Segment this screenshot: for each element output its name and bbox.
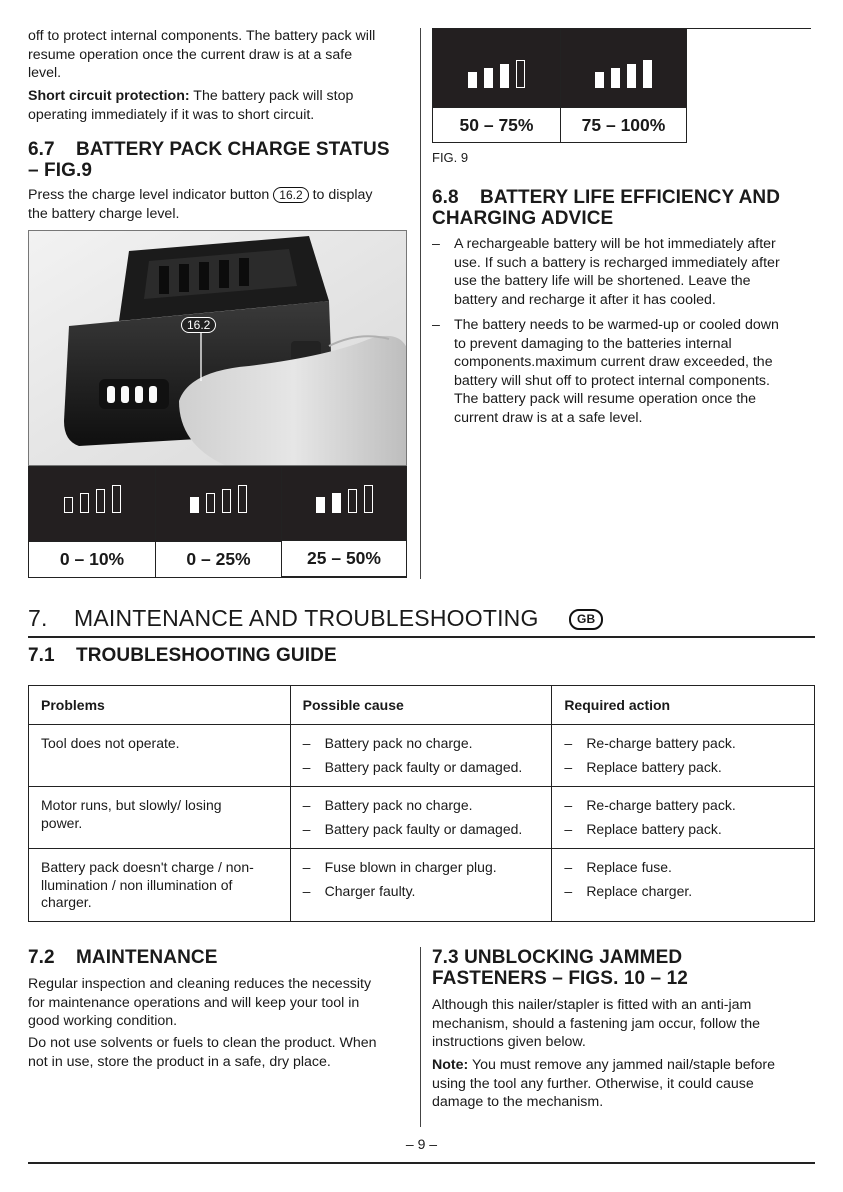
- note-paragraph: [432, 1056, 817, 1112]
- heading-6-7: [28, 139, 390, 181]
- text-line: not in use, store the product in a safe, dry place.: [28, 1053, 331, 1070]
- cause-item: – Battery pack no charge.: [303, 735, 540, 753]
- section-number: 6.8: [432, 187, 459, 208]
- maintenance-paragraph-1: [28, 975, 413, 1031]
- text-line: Regular inspection and cleaning reduces the necessity: [28, 976, 372, 992]
- charge-cell: [611, 68, 620, 88]
- maintenance-paragraph-2: [28, 1034, 413, 1071]
- text-line: the battery charge level.: [28, 205, 180, 222]
- table-row: [29, 787, 815, 849]
- cause-item: – Battery pack no charge.: [303, 797, 540, 815]
- level-bars: [156, 485, 281, 513]
- indicator-75-100: [560, 28, 687, 143]
- action-cell: [552, 787, 815, 849]
- footer-rule: [28, 1162, 815, 1164]
- section-number: 6.7: [28, 139, 55, 160]
- text-line: battery will shut off to protect internal components.: [454, 372, 770, 389]
- cause-item: – Charger faulty.: [303, 883, 540, 901]
- section-title-continued: CHARGING ADVICE: [432, 208, 614, 229]
- charge-cell: [206, 493, 215, 513]
- figure-caption: FIG. 9: [432, 150, 469, 165]
- charge-cell: [516, 60, 525, 88]
- advice-item: [432, 235, 817, 309]
- text-line: current draw is at a safe level.: [454, 409, 643, 426]
- charge-cell: [190, 497, 199, 513]
- charge-cell: [643, 60, 652, 88]
- callout-16-2: 16.2: [273, 187, 308, 203]
- intro-paragraph: [28, 27, 408, 83]
- action-item: – Replace battery pack.: [564, 759, 802, 777]
- text-line: good working condition.: [28, 1013, 178, 1029]
- problem-cell: Tool does not operate.: [29, 725, 291, 787]
- charge-cell: [96, 489, 105, 513]
- text-line: use. If such a battery is recharged immediately after: [454, 254, 780, 271]
- section-title-continued: FASTENERS – FIGS. 10 – 12: [432, 968, 688, 989]
- action-item: – Re-charge battery pack.: [564, 735, 802, 753]
- section-number: 7.: [28, 605, 48, 631]
- action-item: – Re-charge battery pack.: [564, 797, 802, 815]
- level-bars: [282, 485, 406, 513]
- text-line: Although this nailer/stapler is fitted with an anti-jam: [432, 997, 752, 1013]
- text-line: Press the charge level indicator button: [28, 187, 274, 203]
- indicator-0-25: [155, 466, 282, 578]
- text-line: off to protect internal components. The battery pack will: [28, 28, 376, 44]
- battery-photo: [28, 230, 407, 466]
- heading-6-8: [432, 187, 780, 229]
- text-line: – The battery needs to be warmed-up or cooled down: [454, 317, 779, 333]
- charge-cell: [112, 485, 121, 513]
- text-line: instructions given below.: [432, 1034, 586, 1050]
- charge-cell: [348, 489, 357, 513]
- heading-7-1: [28, 645, 337, 666]
- charge-cell: [64, 497, 73, 513]
- text-line: mechanism, should a fastening jam occur, follow the: [432, 1015, 761, 1032]
- level-bars: [29, 485, 155, 513]
- column-header: Possible cause: [290, 686, 552, 725]
- column-header: Problems: [29, 686, 291, 725]
- text-line: battery and recharge it after it has cooled.: [454, 291, 716, 308]
- page-number: – 9 –: [405, 1136, 438, 1152]
- indicator-label: 0 – 10%: [29, 541, 155, 577]
- charge-cell: [595, 72, 604, 88]
- section-title: 7.3 UNBLOCKING JAMMED: [432, 947, 683, 968]
- charge-cell: [332, 493, 341, 513]
- indicator-0-10: [28, 466, 156, 578]
- table-header-row: [29, 686, 815, 725]
- cause-cell: [290, 787, 552, 849]
- indicator-50-75: [432, 28, 561, 143]
- heading-7-2: [28, 947, 218, 968]
- text-line: components.maximum current draw exceeded, the: [454, 354, 773, 370]
- level-bars: [433, 60, 560, 88]
- cause-item: – Battery pack faulty or damaged.: [303, 759, 540, 777]
- troubleshooting-table: [28, 685, 815, 922]
- action-cell: [552, 849, 815, 922]
- charge-cell: [238, 485, 247, 513]
- advice-list: [432, 235, 817, 429]
- text-line: operating immediately if it was to short circuit.: [28, 106, 315, 123]
- text-line: The battery pack will resume operation once the: [454, 391, 757, 407]
- section-title: BATTERY PACK CHARGE STATUS: [76, 139, 390, 160]
- advice-item: [432, 316, 817, 427]
- text-line: resume operation once the current draw is at a safe: [28, 46, 353, 63]
- short-circuit-paragraph: [28, 87, 413, 124]
- table-row: [29, 849, 815, 922]
- unblocking-paragraph: [432, 996, 817, 1052]
- section-number: 7.2: [28, 947, 55, 968]
- indicator-label: 0 – 25%: [156, 541, 281, 577]
- action-item: – Replace fuse.: [564, 859, 802, 877]
- text-line: You must remove any jammed nail/staple before: [468, 1057, 776, 1073]
- column-divider: [420, 947, 421, 1127]
- problem-cell: Battery pack doesn't charge / non-llumination / non illumination of charger.: [29, 849, 291, 922]
- charge-cell: [222, 489, 231, 513]
- text-line: for maintenance operations and will keep your tool in: [28, 994, 360, 1011]
- section-title: MAINTENANCE AND TROUBLESHOOTING: [74, 605, 539, 631]
- charge-cell: [627, 64, 636, 88]
- charge-cell: [364, 485, 373, 513]
- charge-cell: [500, 64, 509, 88]
- section-title: BATTERY LIFE EFFICIENCY AND: [480, 187, 781, 208]
- charge-cell: [316, 497, 325, 513]
- cause-item: – Fuse blown in charger plug.: [303, 859, 540, 877]
- text-line: Do not use solvents or fuels to clean the product. When: [28, 1035, 377, 1051]
- text-line: level.: [28, 65, 62, 81]
- charge-cell: [468, 72, 477, 88]
- indicator-label: 75 – 100%: [561, 107, 686, 142]
- column-header: Required action: [552, 686, 815, 725]
- text-line: to display: [308, 187, 373, 203]
- photo-callout-16-2: 16.2: [181, 317, 216, 333]
- charge-cell: [484, 68, 493, 88]
- top-rule: [686, 28, 811, 29]
- cause-cell: [290, 849, 552, 922]
- cause-cell: [290, 725, 552, 787]
- text-line: use the battery life will be shortened. Leave the: [454, 273, 751, 289]
- section-title: MAINTENANCE: [76, 947, 218, 968]
- battery-illustration: [29, 231, 407, 466]
- charge-cell: [80, 493, 89, 513]
- heading-7: [28, 605, 603, 632]
- level-bars: [561, 60, 686, 88]
- section-title: TROUBLESHOOTING GUIDE: [76, 645, 337, 666]
- text-line: – A rechargeable battery will be hot immediately after: [454, 236, 776, 252]
- section-number: 7.1: [28, 645, 55, 666]
- cause-item: – Battery pack faulty or damaged.: [303, 821, 540, 839]
- note-label: Note:: [432, 1057, 469, 1073]
- press-instruction: [28, 186, 413, 223]
- action-item: – Replace battery pack.: [564, 821, 802, 839]
- table-row: [29, 725, 815, 787]
- indicator-label: 50 – 75%: [433, 107, 560, 142]
- heading-7-3: [432, 947, 688, 989]
- problem-cell: Motor runs, but slowly/ losing power.: [29, 787, 291, 849]
- action-item: – Replace charger.: [564, 883, 802, 901]
- indicator-label: 25 – 50%: [281, 540, 407, 577]
- gb-badge: GB: [569, 609, 603, 630]
- text-line: The battery pack will stop: [189, 88, 354, 104]
- text-line: damage to the mechanism.: [432, 1094, 604, 1110]
- text-line: using the tool any further. Otherwise, it could cause: [432, 1075, 754, 1092]
- column-divider: [420, 28, 421, 579]
- indicator-25-50: [281, 466, 407, 578]
- section-rule: [28, 636, 815, 638]
- section-title-continued: – FIG.9: [28, 160, 93, 181]
- text-line: to prevent damaging to the batteries internal: [454, 335, 732, 352]
- action-cell: [552, 725, 815, 787]
- short-circuit-label: Short circuit protection:: [28, 88, 190, 104]
